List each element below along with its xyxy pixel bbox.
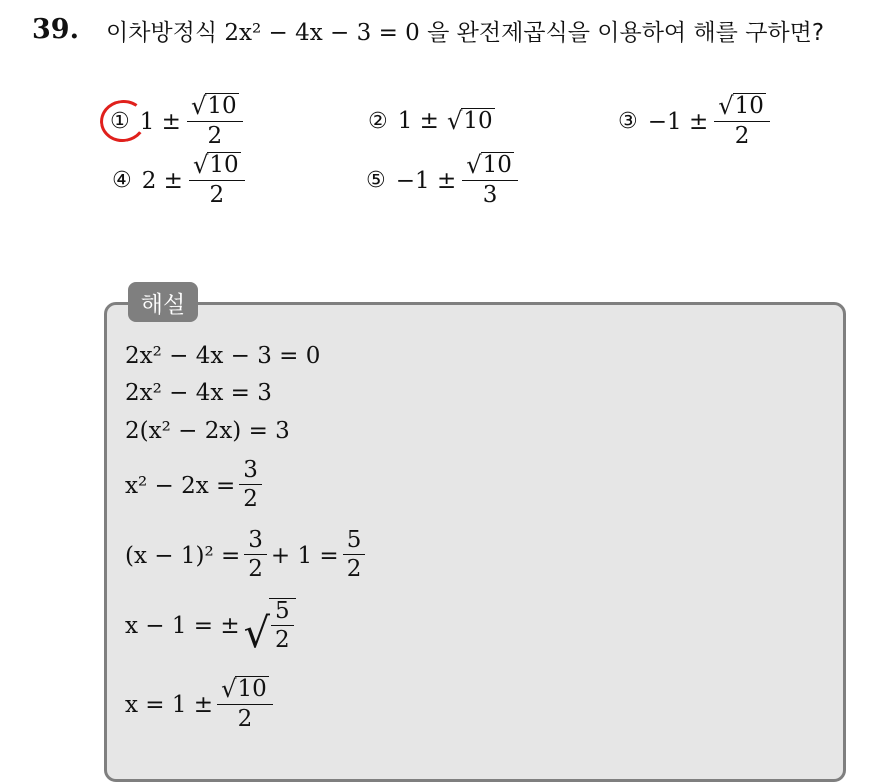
radicand: 10 [209,152,239,178]
choice-2[interactable] [368,108,495,134]
choice-fraction: √ 10 3 [462,152,518,210]
choice-prefix: 1 ± [139,108,181,135]
choice-marker: ③ [618,109,638,135]
solution-step-7: x = 1 ± √ 10 2 [125,676,277,734]
solution-step-3: 2(x² − 2x) = 3 [125,418,290,444]
choice-3[interactable] [618,93,770,151]
denominator: 2 [209,182,225,209]
choice-marker: ① [110,109,130,135]
denominator: 3 [482,182,498,209]
choice-fraction: √ 10 2 [187,93,243,151]
radicand: 10 [463,108,493,135]
solution-step-2: 2x² − 4x = 3 [125,380,272,406]
solution-step-6: x − 1 = ± √ $\frac{5}{2}$ [125,598,296,655]
choice-prefix: −1 ± [395,167,457,194]
radicand: 10 [482,152,512,178]
radicand: 10 [207,93,237,119]
choice-1[interactable] [110,93,243,151]
solution-step-4: x² − 2x = $\frac{3}{2}$ [125,458,266,514]
choice-4[interactable] [112,152,245,210]
radicand: 10 [734,93,764,119]
solution-tag: 해설 [128,282,198,322]
choice-fraction: √ 10 2 [714,93,770,151]
question-suffix: 을 완전제곱식을 이용하여 해를 구하면? [427,20,825,46]
denominator: 2 [207,123,223,150]
choice-marker: ④ [112,168,132,194]
solution-step-1: 2x² − 4x − 3 = 0 [125,343,321,369]
choice-prefix: 2 ± [141,167,183,194]
choice-prefix: −1 ± [647,108,709,135]
solution-step-5: (x − 1)² = $\frac{3}{2}$ + 1 = $\frac{5}{2}$ [125,528,369,584]
question-equation: 2x² − 4x − 3 = 0 [224,20,420,46]
denominator: 2 [734,123,750,150]
choice-prefix: 1 ± [397,108,439,134]
question-number: 39. [32,14,79,45]
choice-5[interactable] [366,152,518,210]
choice-marker: ⑤ [366,168,386,194]
choice-fraction: √ 10 2 [189,152,245,210]
choice-sqrt: √ 10 [446,107,493,136]
choice-marker: ② [368,108,388,134]
question-prefix: 이차방정식 [106,20,218,46]
question-text [106,14,824,47]
